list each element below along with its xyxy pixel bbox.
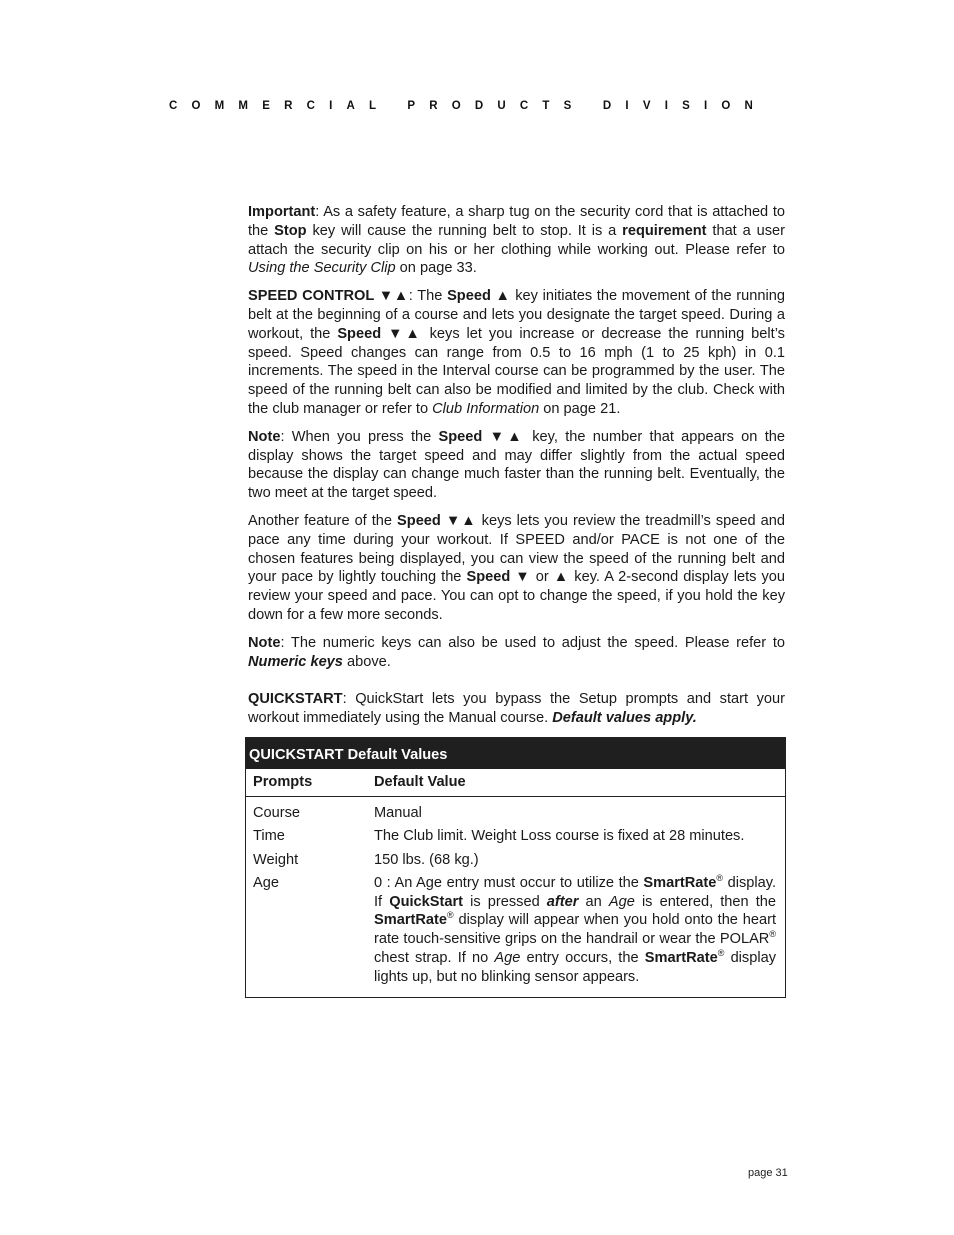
speed-up-key-label: Speed ▲ bbox=[447, 288, 511, 305]
numeric-keys-reference: Numeric keys bbox=[248, 653, 343, 670]
column-header-prompts: Prompts bbox=[253, 774, 313, 790]
smartrate-label: SmartRate bbox=[644, 950, 718, 967]
requirement-label: requirement bbox=[622, 222, 707, 239]
speed-keys-label: Speed ▼▲ bbox=[397, 512, 477, 529]
speed-review-paragraph: Another feature of the Speed ▼▲ keys lets you review the treadmill’s speed and pace any time during your workout. If SPEED and/or PACE is not one of the chosen features being displayed, you can view the speed of the running belt and your pace by lightly touching the Speed ▼ or ▲ key. A 2-second display lets you review your speed and pace. You can opt to change the speed, if you hold the key down for a few more seconds. bbox=[248, 512, 785, 623]
after-emphasis: after bbox=[546, 893, 579, 910]
important-paragraph: Important: As a safety feature, a sharp tug on the security cord that is attached to the Stop key will cause the running belt to stop. It is a requirement that a user attach the security clip on his or her clothing while working out. Please refer to Using the Security Clip on page 33. bbox=[248, 204, 786, 277]
value-cell: The Club limit. Weight Loss course is fixed at 28 minutes. bbox=[374, 828, 745, 845]
quickstart-defaults-table bbox=[245, 737, 786, 998]
table-row bbox=[246, 851, 785, 870]
value-cell: Manual bbox=[374, 805, 422, 821]
body-text bbox=[248, 203, 785, 737]
stop-key-label: Stop bbox=[274, 222, 307, 239]
important-label: Important bbox=[248, 204, 316, 220]
smartrate-label: SmartRate bbox=[374, 912, 447, 929]
default-values-emphasis: Default values apply. bbox=[552, 710, 697, 727]
numeric-keys-note-paragraph: Note: The numeric keys can also be used to adjust the speed. Please refer to Numeric keys above. bbox=[248, 634, 785, 670]
speed-keys-label: Speed ▼▲ bbox=[438, 428, 525, 445]
table-row bbox=[246, 804, 785, 823]
speed-control-label: SPEED CONTROL ▼▲ bbox=[248, 288, 409, 305]
page-number: page 31 bbox=[748, 1167, 788, 1179]
prompt-cell: Course bbox=[253, 805, 301, 821]
table-title: QUICKSTART Default Values bbox=[246, 738, 785, 769]
speed-keys-label: Speed ▼▲ bbox=[337, 325, 423, 342]
value-cell: 150 lbs. (68 kg.) bbox=[374, 851, 479, 868]
speed-down-key-label: Speed ▼ bbox=[466, 569, 531, 586]
security-clip-reference: Using the Security Clip bbox=[248, 260, 396, 277]
quickstart-label: QUICKSTART bbox=[248, 691, 343, 708]
quickstart-paragraph: QUICKSTART: QuickStart lets you bypass the Setup prompts and start your workout immediately using the Manual course. Default values apply. bbox=[248, 691, 785, 727]
note-label: Note bbox=[248, 428, 281, 445]
table-row bbox=[246, 827, 785, 846]
note-label: Note bbox=[248, 634, 281, 651]
column-header-default-value: Default Value bbox=[374, 774, 466, 790]
speed-control-paragraph: SPEED CONTROL ▼▲: The Speed ▲ key initiates the movement of the running belt at the beginning of a course and lets you designate the target speed. During a workout, the Speed ▼▲ keys let you increase or decrease the running belt’s speed. Speed changes can range from 0.5 to 16 mph (1 to 25 kph) in 0.1 increments. The speed in the Interval course can be programmed by the user. The speed of the running belt can also be modified and limited by the club. Check with the club manager or refer to Club Information on page 21. bbox=[248, 288, 785, 417]
prompt-cell: Age bbox=[253, 874, 279, 891]
note-paragraph: Note: When you press the Speed ▼▲ key, the number that appears on the display shows the target speed and may differ slightly from the actual speed because the display can change much faster than the running belt. Eventually, the two meet at the target speed. bbox=[248, 428, 785, 502]
club-information-reference: Club Information bbox=[432, 400, 540, 417]
prompt-cell: Weight bbox=[253, 851, 299, 868]
smartrate-label: SmartRate bbox=[643, 874, 717, 891]
value-cell: 0 : An Age entry must occur to utilize the SmartRate® display. If QuickStart is pressed after an Age is entered, then the SmartRate® display will appear when you hold onto the heart rate touch-sensitive grips on the handrail or wear the POLAR® chest strap. If no Age entry occurs, the SmartRate® display lights up, but no blinking sensor appears. bbox=[374, 873, 777, 985]
prompt-cell: Time bbox=[253, 828, 285, 845]
running-header: COMMERCIAL PRODUCTS DIVISION bbox=[169, 100, 768, 112]
table-header-row bbox=[246, 769, 785, 797]
table-body bbox=[246, 797, 785, 997]
table-row bbox=[246, 874, 785, 987]
quickstart-label: QuickStart bbox=[389, 893, 464, 910]
